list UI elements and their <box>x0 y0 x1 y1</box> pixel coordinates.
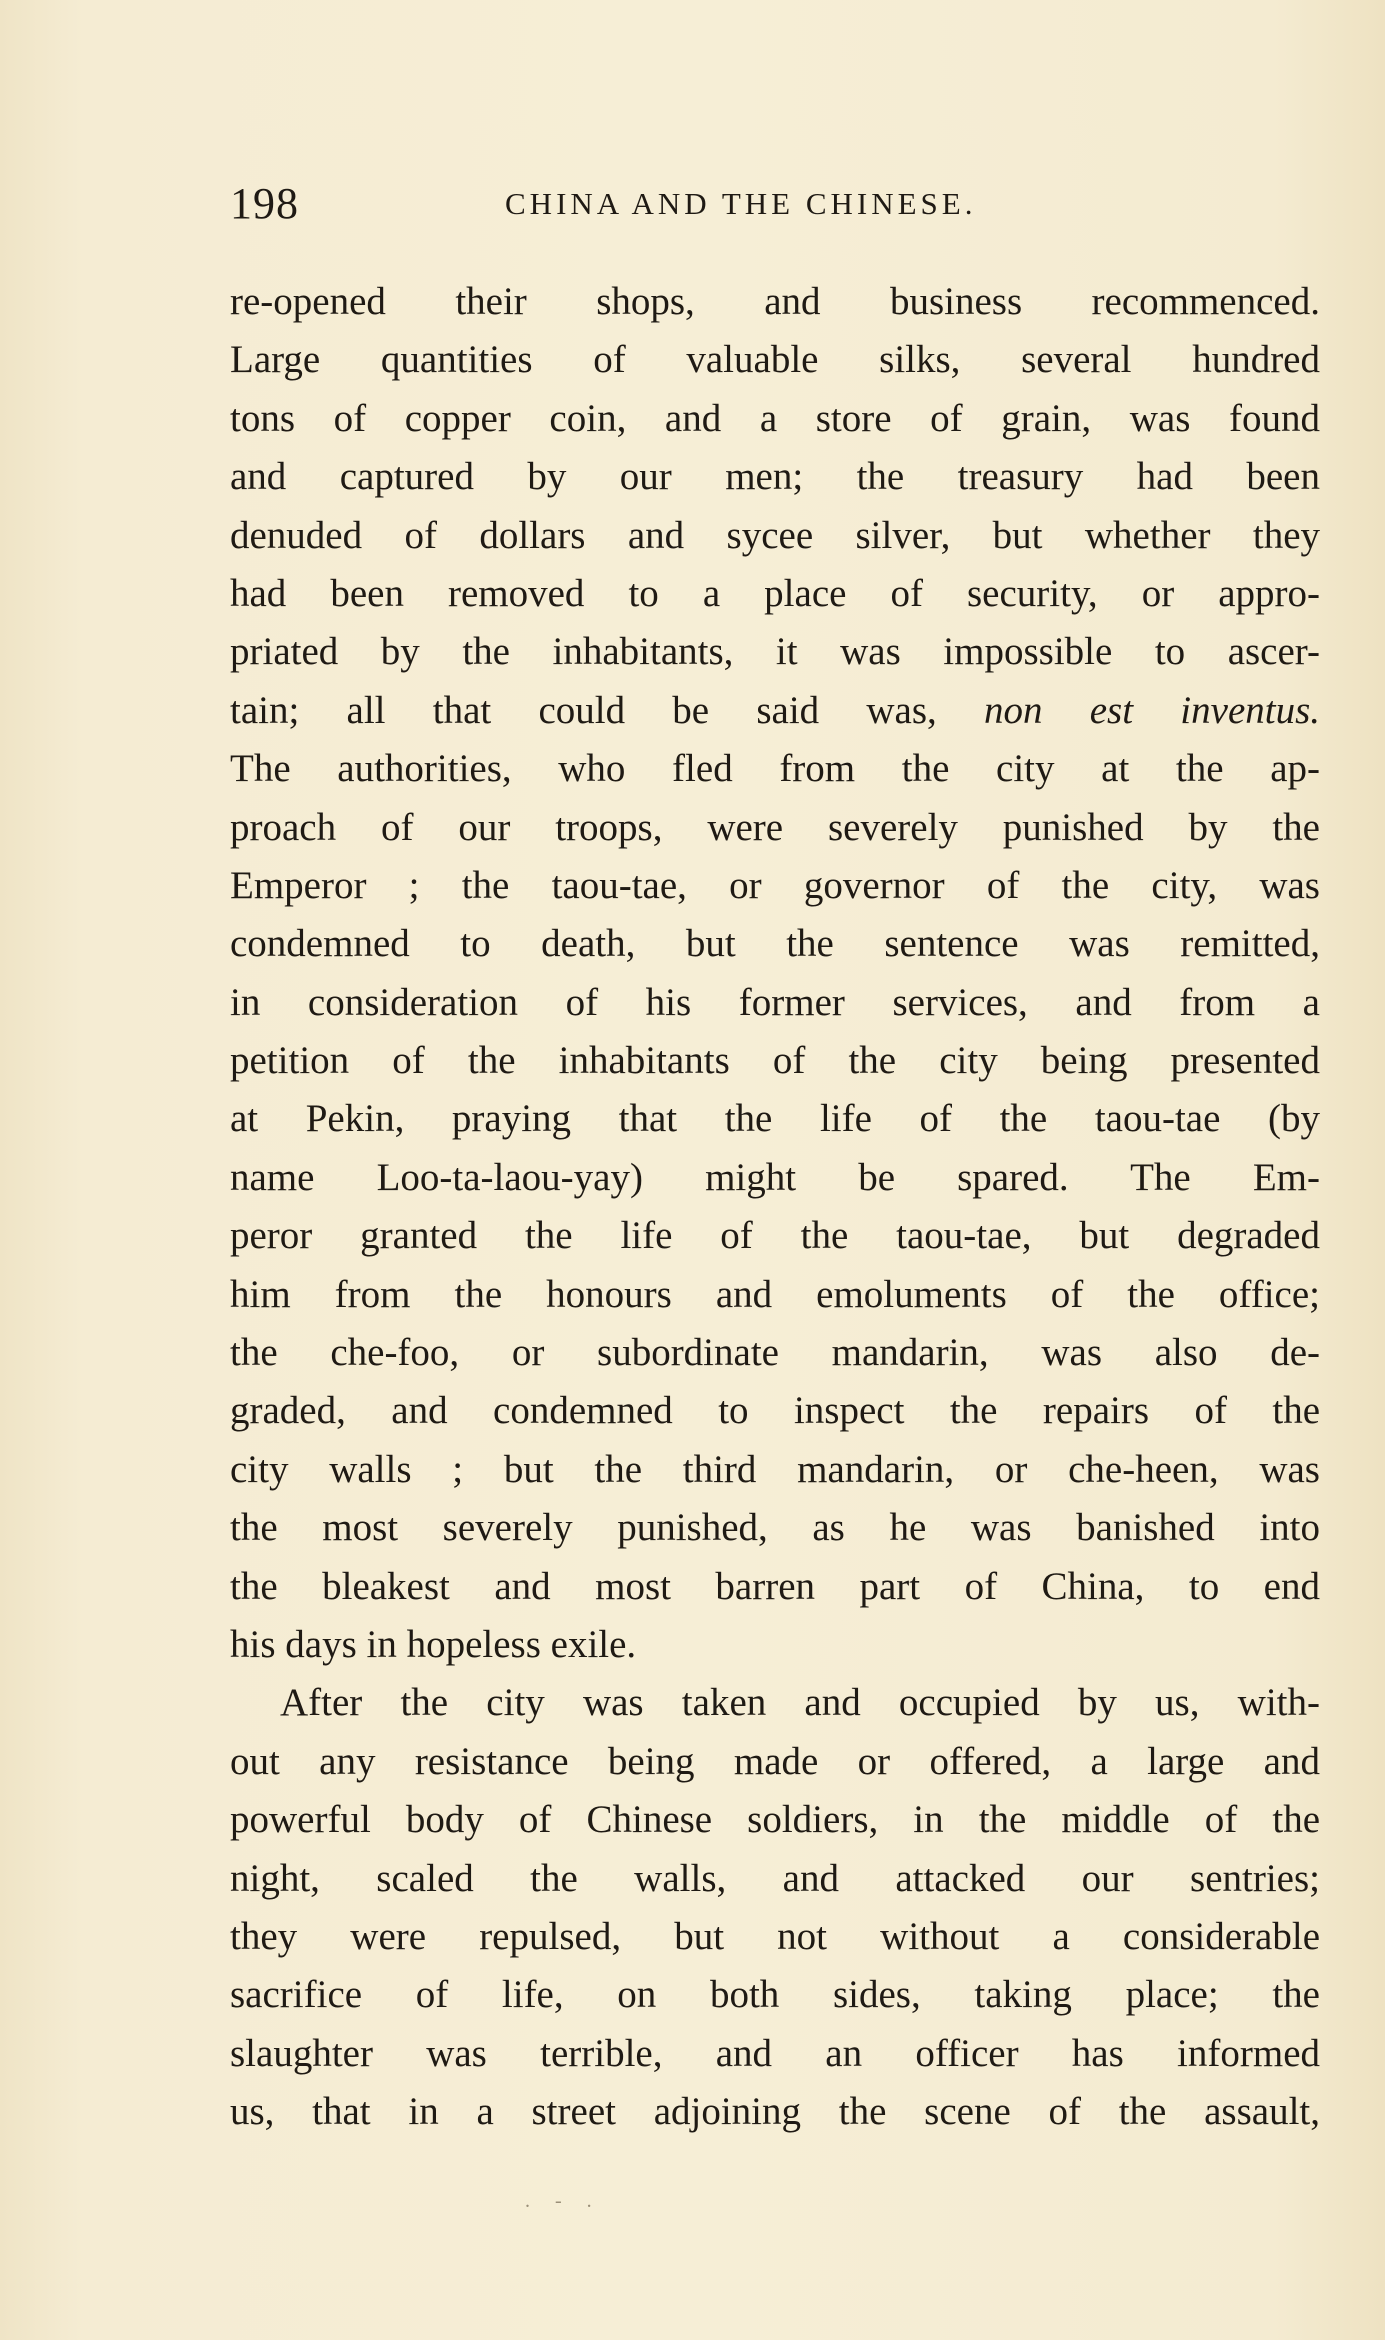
text-line: sacrifice of life, on both sides, taking place; the <box>230 1973 1320 2017</box>
text-line: petition of the inhabitants of the city being presented <box>230 1039 1320 1083</box>
text-line: him from the honours and emoluments of the office; <box>230 1272 1320 1316</box>
footer-mark: . - . <box>525 2190 602 2212</box>
text-line: proach of our troops, were severely punished by the <box>230 805 1320 849</box>
page-number: 198 <box>230 179 299 228</box>
text-line: us, that in a street adjoining the scene of the assault, <box>230 2090 1320 2134</box>
text-line: the bleakest and most barren part of China, to end <box>230 1564 1320 1608</box>
text-line: The authorities, who fled from the city at the ap- <box>230 747 1320 791</box>
text-line: tons of copper coin, and a store of grain, was found <box>230 396 1320 440</box>
text-line: condemned to death, but the sentence was remitted, <box>230 922 1320 966</box>
text-line: slaughter was terrible, and an officer has informed <box>230 2031 1320 2075</box>
text-line: in consideration of his former services, and from a <box>230 980 1320 1024</box>
text-line: priated by the inhabitants, it was impossible to ascer- <box>230 630 1320 674</box>
text-line: night, scaled the walls, and attacked our sentries; <box>230 1856 1320 1900</box>
text-line: Emperor ; the taou-tae, or governor of the city, was <box>230 863 1320 907</box>
text-line: and captured by our men; the treasury had been <box>230 455 1320 499</box>
text-line-paragraph-end: his days in hopeless exile. <box>230 1622 637 1666</box>
text-line-with-italic <box>230 682 1320 740</box>
text-line: at Pekin, praying that the life of the taou-tae (by <box>230 1097 1320 1141</box>
text-segment: tain; all that could be said was, <box>230 688 937 732</box>
text-line: name Loo-ta-laou-yay) might be spared. The Em- <box>230 1155 1320 1199</box>
text-line: peror granted the life of the taou-tae, but degraded <box>230 1214 1320 1258</box>
running-head: CHINA AND THE CHINESE. <box>505 186 977 221</box>
text-line: Large quantities of valuable silks, several hundred <box>230 338 1320 382</box>
page-header <box>230 178 1320 238</box>
text-line: had been removed to a place of security, or appro- <box>230 571 1320 615</box>
text-line: they were repulsed, but not without a considerable <box>230 1914 1320 1958</box>
body-text <box>230 273 1320 2142</box>
text-line: graded, and condemned to inspect the repairs of the <box>230 1389 1320 1433</box>
text-line-paragraph-start: After the city was taken and occupied by us, with- <box>280 1681 1320 1725</box>
text-line: denuded of dollars and sycee silver, but whether they <box>230 513 1320 557</box>
text-line: powerful body of Chinese soldiers, in the middle of the <box>230 1798 1320 1842</box>
text-line: out any resistance being made or offered, a large and <box>230 1739 1320 1783</box>
text-line: city walls ; but the third mandarin, or che-heen, was <box>230 1447 1320 1491</box>
text-line: the most severely punished, as he was banished into <box>230 1506 1320 1550</box>
text-line: re-opened their shops, and business recommenced. <box>230 280 1320 323</box>
text-line: the che-foo, or subordinate mandarin, was also de- <box>230 1331 1320 1375</box>
italic-phrase: non est inventus. <box>984 688 1320 732</box>
